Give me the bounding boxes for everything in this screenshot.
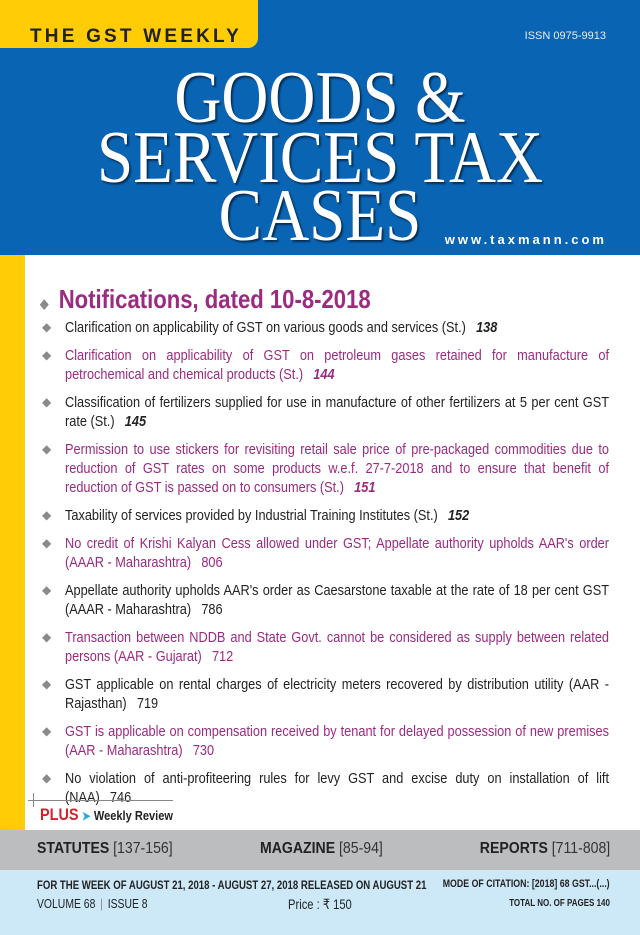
series-name: THE GST WEEKLY <box>30 26 242 47</box>
contents-item <box>42 769 640 807</box>
item-text-block <box>65 346 609 384</box>
issue-info <box>0 870 640 935</box>
citation-mode: MODE OF CITATION: [2018] 68 GST...(...) <box>443 878 610 890</box>
title-line-2: SERVICES TAX <box>96 117 544 199</box>
website: www.taxmann.com <box>444 232 607 247</box>
contents-item <box>42 581 640 619</box>
item-page: 719 <box>136 695 159 712</box>
contents-item <box>42 440 640 497</box>
item-text: Appellate authority upholds AAR's order as Caesarstone taxable at the rate of 18 per cent GST (AAAR - Maharashtra) <box>65 582 609 618</box>
sections-band <box>0 830 640 870</box>
contents-item <box>42 346 640 384</box>
cover-header <box>0 0 640 255</box>
contents-item <box>42 506 640 525</box>
item-text: Taxability of services provided by Industrial Training Institutes (St.) <box>65 507 438 524</box>
item-page: 152 <box>447 507 470 524</box>
diamond-bullet-icon: ◆ <box>42 508 52 522</box>
diamond-bullet-icon: ◆ <box>42 320 52 334</box>
volume-issue: VOLUME 68 | ISSUE 8 <box>37 896 148 911</box>
item-text-block <box>65 675 609 713</box>
item-text-block <box>65 769 609 807</box>
diamond-bullet-icon: ◆ <box>42 630 52 644</box>
diamond-bullet-icon: ◆ <box>42 583 52 597</box>
contents-item <box>42 675 640 713</box>
item-text: GST applicable on rental charges of electricity meters recovered by distribution utility (AAR - Rajasthan) <box>65 676 609 712</box>
weekly-review-label: Weekly Review <box>93 808 173 823</box>
item-page: 151 <box>354 479 376 496</box>
item-text-block <box>65 722 609 760</box>
item-page: 712 <box>211 648 234 665</box>
item-page: 730 <box>192 742 215 759</box>
title-line-3: CASES <box>218 175 422 257</box>
divider <box>28 800 173 801</box>
diamond-bullet-icon: ◆ <box>40 296 49 311</box>
week-info: FOR THE WEEK OF AUGUST 21, 2018 - AUGUST 27, 2018 RELEASED ON AUGUST 21 <box>37 878 427 892</box>
diamond-bullet-icon: ◆ <box>42 677 52 691</box>
item-page: 746 <box>109 789 132 806</box>
title-line-1: GOODS & <box>174 57 466 139</box>
item-text: Clarification on applicability of GST on various goods and services (St.) <box>65 319 466 336</box>
item-text-block <box>65 506 609 525</box>
contents-item <box>42 628 640 666</box>
item-text: Classification of fertilizers supplied for use in manufacture of other fertilizers at 5 per cent GST rate (St.) <box>65 394 609 430</box>
diamond-bullet-icon: ◆ <box>42 395 52 409</box>
item-text-block <box>65 534 609 572</box>
item-page: 145 <box>124 413 147 430</box>
issn: ISSN 0975-9913 <box>524 30 606 42</box>
contents-item <box>42 534 640 572</box>
contents-item <box>42 318 640 337</box>
item-text-block <box>65 393 609 431</box>
diamond-bullet-icon: ◆ <box>42 724 52 738</box>
item-text-block <box>65 318 609 337</box>
item-page: 786 <box>201 601 223 618</box>
item-text: Clarification on applicability of GST on petroleum gases retained for manufacture of petrochemical and chemical products (St.) <box>65 347 609 383</box>
item-page: 806 <box>201 554 223 571</box>
arrow-icon: ➤ <box>81 809 91 823</box>
item-text: No credit of Krishi Kalyan Cess allowed under GST; Appellate authority upholds AAR's order (AAAR - Maharashtra) <box>65 535 609 571</box>
magazine-section: MAGAZINE [85-94] <box>260 840 383 857</box>
yellow-strip <box>0 255 25 835</box>
item-text: Permission to use stickers for revisiting retail sale price of pre-packaged commodities due to reduction of GST rates on some products w.e.f. 27-7-2018 and to ensure that benefit of reduction of GST is passed on to consumers (St.) <box>65 441 609 496</box>
contents-item <box>42 722 640 760</box>
plus-label: PLUS <box>40 805 79 824</box>
price: Price : ₹ 150 <box>288 896 352 912</box>
diamond-bullet-icon: ◆ <box>42 348 52 362</box>
item-page: 138 <box>476 319 498 336</box>
plus-weekly-review <box>40 805 173 825</box>
contents-heading <box>40 284 371 315</box>
item-text-block <box>65 440 609 497</box>
statutes-section: STATUTES [137-156] <box>37 840 173 857</box>
item-text-block <box>65 581 609 619</box>
diamond-bullet-icon: ◆ <box>42 771 52 785</box>
item-text: GST is applicable on compensation received by tenant for delayed possession of new premises (AAR - Maharashtra) <box>65 723 609 759</box>
diamond-bullet-icon: ◆ <box>42 536 52 550</box>
heading-text: Notifications, dated 10-8-2018 <box>58 284 371 314</box>
item-page: 144 <box>313 366 335 383</box>
reports-section: REPORTS [711-808] <box>479 840 610 857</box>
diamond-bullet-icon: ◆ <box>42 442 52 456</box>
contents-item <box>42 393 640 431</box>
contents-list <box>42 318 640 816</box>
total-pages: TOTAL NO. OF PAGES 140 <box>509 898 610 909</box>
item-text: Transaction between NDDB and State Govt. cannot be considered as supply between related persons (AAR - Gujarat) <box>65 629 609 665</box>
item-text-block <box>65 628 609 666</box>
item-text: No violation of anti-profiteering rules for levy GST and excise duty on installation of lift (NAA) <box>65 770 609 806</box>
